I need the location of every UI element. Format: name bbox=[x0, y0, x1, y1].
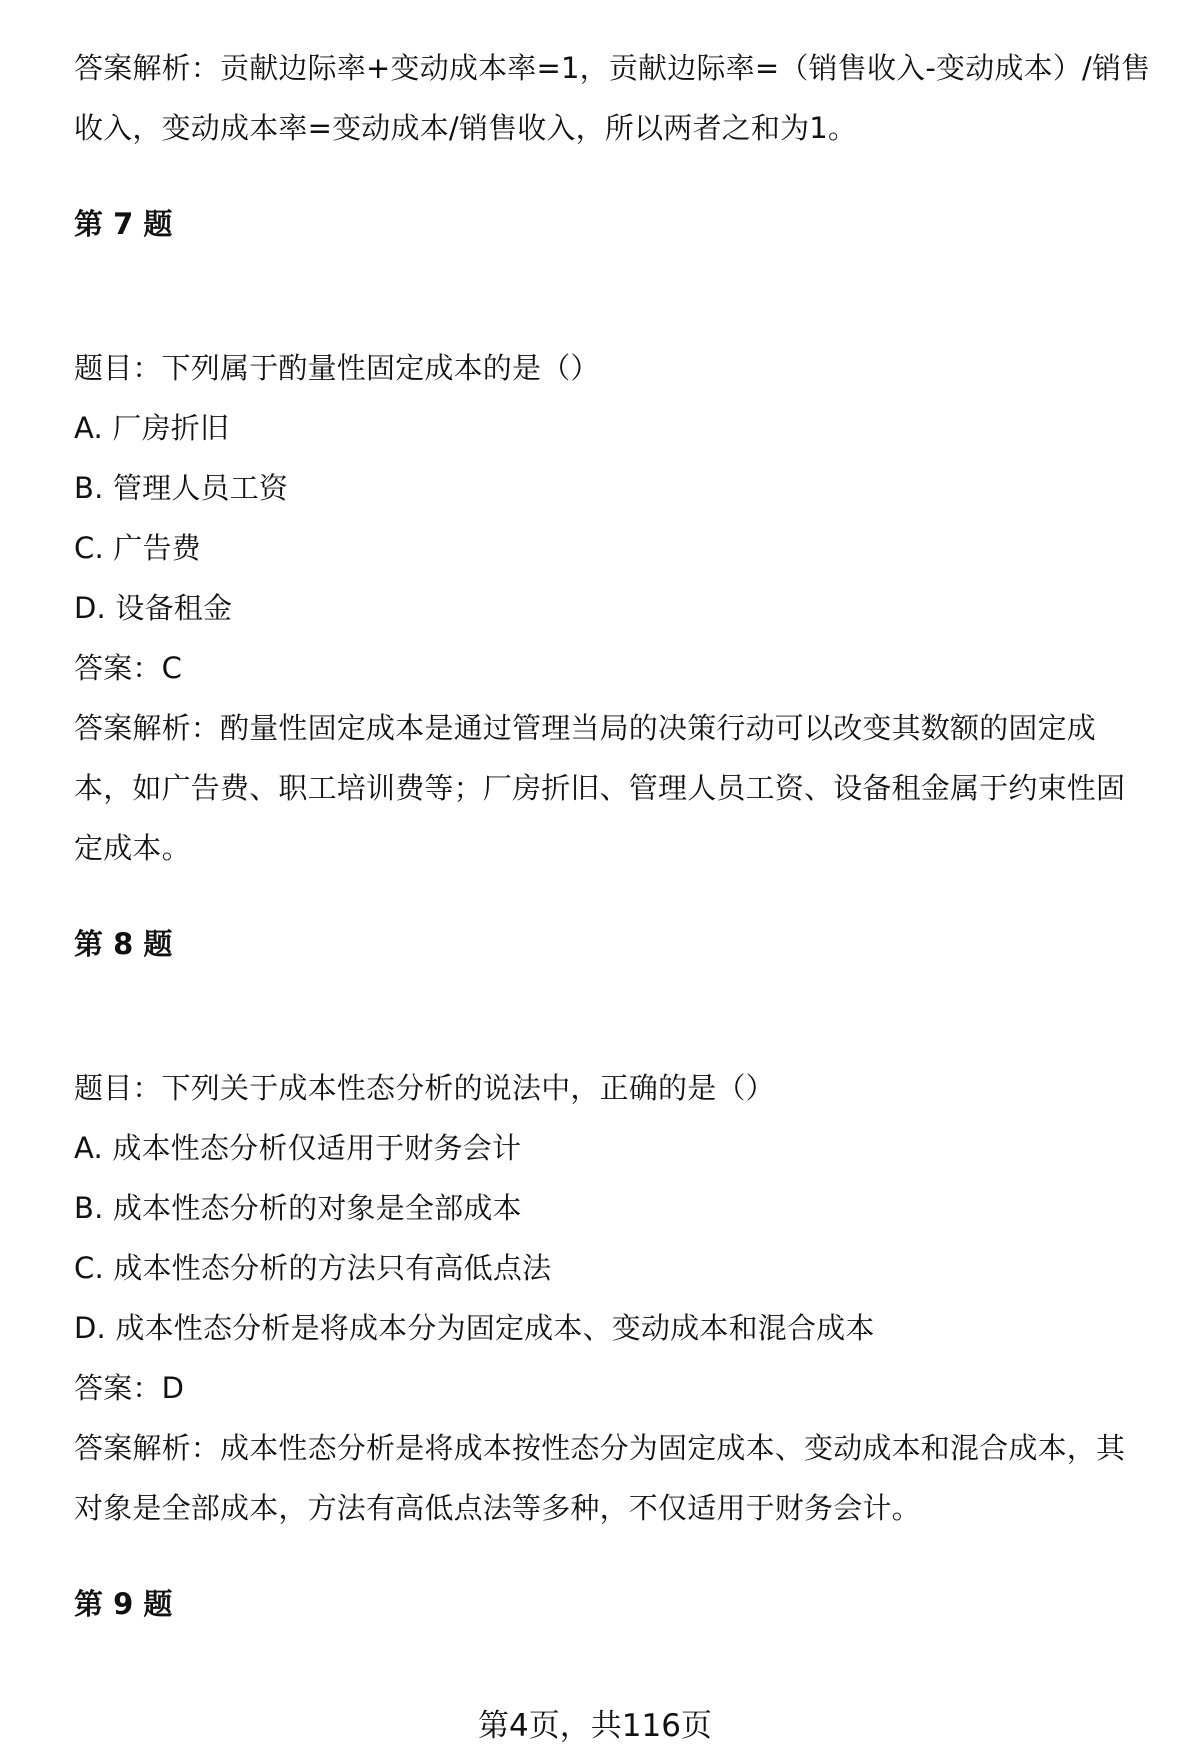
question-7-option-b: B. 管理人员工资 bbox=[74, 471, 289, 505]
question-8-analysis-line-1: 答案解析：成本性态分析是将成本按性态分为固定成本、变动成本和混合成本，其 bbox=[74, 1431, 1126, 1465]
question-8-option-a: A. 成本性态分析仅适用于财务会计 bbox=[74, 1131, 522, 1165]
question-8-heading: 第 8 题 bbox=[74, 927, 173, 961]
question-7-option-d: D. 设备租金 bbox=[74, 591, 233, 625]
prev-analysis-line-1: 答案解析：贡献边际率+变动成本率=1，贡献边际率=（销售收入-变动成本）/销售 bbox=[74, 51, 1151, 85]
question-7-analysis-line-3: 定成本。 bbox=[74, 831, 191, 865]
question-7-option-a: A. 厂房折旧 bbox=[74, 411, 230, 445]
question-7-heading: 第 7 题 bbox=[74, 207, 173, 241]
question-9-heading: 第 9 题 bbox=[74, 1587, 173, 1621]
question-7-option-c: C. 广告费 bbox=[74, 531, 201, 565]
question-7-answer: 答案：C bbox=[74, 651, 183, 685]
question-8-answer: 答案：D bbox=[74, 1371, 185, 1405]
page-indicator: 第4页，共116页 bbox=[478, 1708, 712, 1744]
question-8-option-c: C. 成本性态分析的方法只有高低点法 bbox=[74, 1251, 552, 1285]
prev-analysis-line-2: 收入，变动成本率=变动成本/销售收入，所以两者之和为1。 bbox=[74, 111, 858, 145]
question-8-option-d: D. 成本性态分析是将成本分为固定成本、变动成本和混合成本 bbox=[74, 1311, 875, 1345]
question-8-option-b: B. 成本性态分析的对象是全部成本 bbox=[74, 1191, 522, 1225]
question-7-analysis-line-2: 本，如广告费、职工培训费等；厂房折旧、管理人员工资、设备租金属于约束性固 bbox=[74, 771, 1126, 805]
question-8-analysis-line-2: 对象是全部成本，方法有高低点法等多种，不仅适用于财务会计。 bbox=[74, 1491, 921, 1525]
question-7-analysis-line-1: 答案解析：酌量性固定成本是通过管理当局的决策行动可以改变其数额的固定成 bbox=[74, 711, 1097, 745]
question-7-text: 题目：下列属于酌量性固定成本的是（） bbox=[74, 351, 600, 385]
question-8-text: 题目：下列关于成本性态分析的说法中，正确的是（） bbox=[74, 1071, 775, 1105]
